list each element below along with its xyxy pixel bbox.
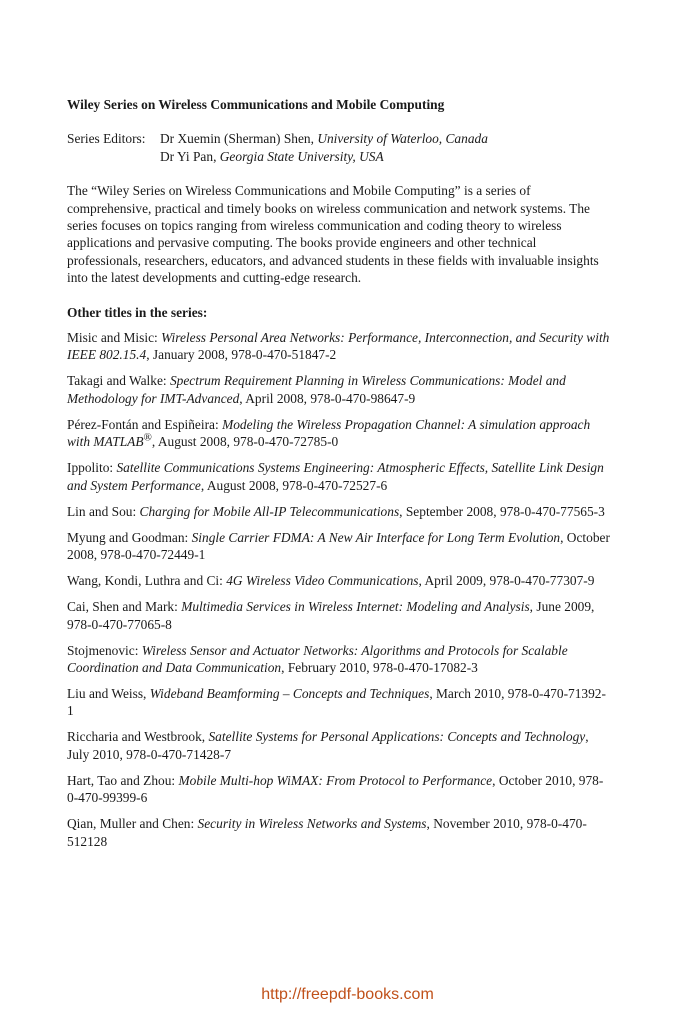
editor-affiliation: University of Waterloo, Canada xyxy=(317,131,488,147)
book-authors: Misic and Misic: xyxy=(67,330,162,346)
book-authors: Liu and Weiss, xyxy=(67,685,150,701)
book-details: , August 2008, 978-0-470-72527-6 xyxy=(200,477,388,493)
book-details: , September 2008, 978-0-470-77565-3 xyxy=(399,503,605,519)
book-details: , October 2008, 978-0-470-72449-1 xyxy=(67,529,610,563)
book-title: Spectrum Requirement Planning in Wireless Communications: Model and Methodology for IMT-Advanced xyxy=(67,373,566,406)
series-title: Wiley Series on Wireless Communications and Mobile Computing xyxy=(67,97,445,112)
editor-entry xyxy=(160,130,612,147)
book-entry xyxy=(67,459,612,494)
book-entry xyxy=(67,685,612,720)
book-entry xyxy=(67,329,612,364)
editor-entry xyxy=(160,148,612,165)
book-title: Single Carrier FDMA: A New Air Interface for Long Term Evolution xyxy=(191,529,561,545)
book-title: Wireless Personal Area Networks: Performance, Interconnection, and Security with IEEE 802.15.4 xyxy=(67,330,610,363)
book-details: , July 2010, 978-0-470-71428-7 xyxy=(67,729,589,762)
series-editors xyxy=(67,130,612,165)
book-entry xyxy=(67,598,612,633)
book-title: Wireless Sensor and Actuator Networks: Algorithms and Protocols for Scalable Coordination and Data Communication xyxy=(67,642,568,675)
book-details: , February 2010, 978-0-470-17082-3 xyxy=(281,659,478,675)
book-authors: Lin and Sou: xyxy=(67,503,140,519)
book-authors: Takagi and Walke: xyxy=(67,373,170,389)
book-entry xyxy=(67,815,612,850)
series-description: The “Wiley Series on Wireless Communications and Mobile Computing” is a series of comprehensive, practical and timely books on wireless communication and network systems. The series focuses on topics ranging from wireless communication and coding theory to wireless applications and pervasive computing. The books provide engineers and other technical professionals, researchers, educators, and advanced students in these fields with invaluable insights into the latest developments and cutting-edge research. xyxy=(67,183,599,286)
book-details: , June 2009, 978-0-470-77065-8 xyxy=(67,599,595,632)
book-entry xyxy=(67,416,612,451)
book-entry xyxy=(67,372,612,407)
book-entry xyxy=(67,642,612,677)
book-authors: Cai, Shen and Mark: xyxy=(67,599,182,615)
book-authors: Wang, Kondi, Luthra and Ci: xyxy=(67,573,227,589)
book-title: 4G Wireless Video Communications xyxy=(226,573,419,589)
titles-list xyxy=(67,329,612,850)
series-page xyxy=(67,96,612,859)
book-details: , April 2008, 978-0-470-98647-9 xyxy=(239,390,416,406)
registered-mark: ® xyxy=(143,431,152,444)
book-entry xyxy=(67,503,612,520)
book-entry xyxy=(67,728,612,763)
book-title: Multimedia Services in Wireless Internet: Modeling and Analysis xyxy=(181,599,530,615)
editors-label: Series Editors: xyxy=(67,131,146,147)
book-authors: Hart, Tao and Zhou: xyxy=(67,772,179,788)
book-authors: Qian, Muller and Chen: xyxy=(67,816,198,832)
book-title: Security in Wireless Networks and Systems xyxy=(197,816,427,832)
book-authors: Ippolito: xyxy=(67,460,117,476)
book-entry xyxy=(67,529,612,564)
editor-name: Dr Yi Pan, xyxy=(160,148,220,164)
book-entry xyxy=(67,572,612,589)
editors-list xyxy=(160,130,612,165)
book-details: , August 2008, 978-0-470-72785-0 xyxy=(151,434,339,450)
book-details: , March 2010, 978-0-470-71392-1 xyxy=(67,685,606,719)
book-authors: Pérez-Fontán and Espiñeira: xyxy=(67,416,223,432)
editor-affiliation: Georgia State University, USA xyxy=(219,148,384,164)
book-title: Satellite Communications Systems Engineering: Atmospheric Effects, Satellite Link Design and System Performance xyxy=(67,460,604,493)
book-entry xyxy=(67,772,612,807)
book-title: Wideband Beamforming – Concepts and Techniques xyxy=(149,685,430,701)
book-details: , April 2009, 978-0-470-77307-9 xyxy=(418,573,595,589)
other-titles-heading: Other titles in the series: xyxy=(67,304,208,320)
book-authors: Riccharia and Westbrook, xyxy=(67,729,209,745)
editor-name: Dr Xuemin (Sherman) Shen, xyxy=(160,131,318,147)
book-title: Modeling the Wireless Propagation Channel: A simulation approach with MATLAB xyxy=(67,416,591,450)
book-title: Satellite Systems for Personal Applications: Concepts and Technology xyxy=(208,729,586,745)
book-details: , October 2010, 978-0-470-99399-6 xyxy=(67,772,604,806)
book-title: Charging for Mobile All-IP Telecommunications xyxy=(139,503,400,519)
book-details: , January 2008, 978-0-470-51847-2 xyxy=(146,347,337,363)
book-authors: Myung and Goodman: xyxy=(67,529,192,545)
footer-link[interactable]: http://freepdf-books.com xyxy=(261,986,434,1003)
book-details: , November 2010, 978-0-470-512128 xyxy=(67,816,587,849)
book-authors: Stojmenovic: xyxy=(67,642,142,658)
book-title: Mobile Multi-hop WiMAX: From Protocol to Performance xyxy=(178,772,493,788)
